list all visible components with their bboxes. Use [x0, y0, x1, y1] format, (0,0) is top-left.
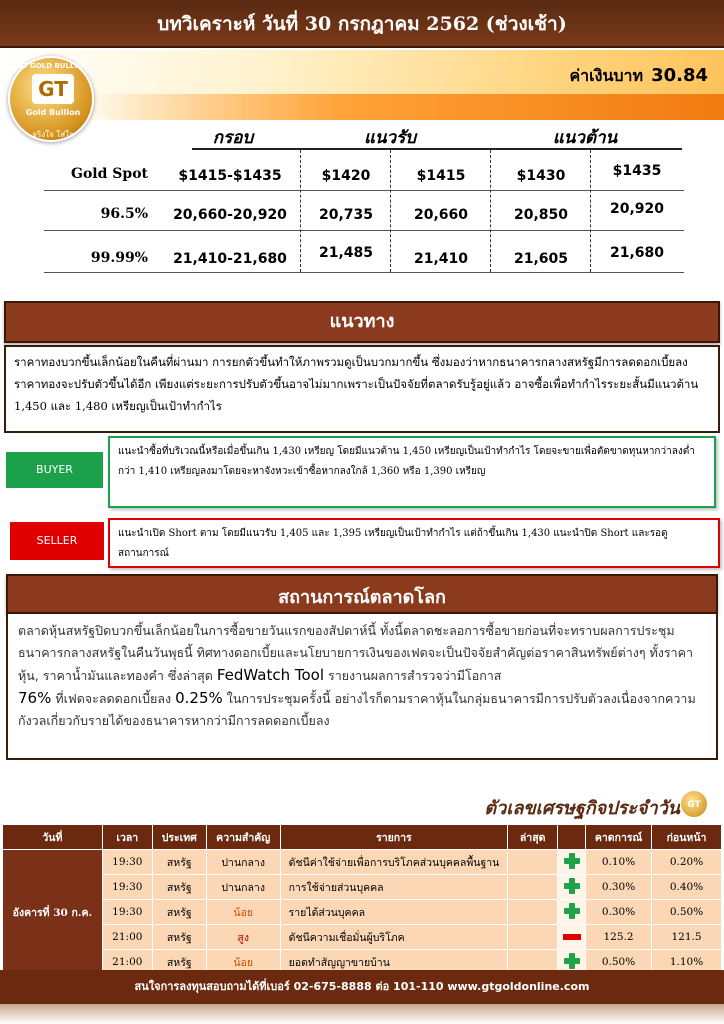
header-swoosh	[90, 94, 724, 120]
th-signal	[558, 825, 586, 850]
logo-motto: จริงใจ ใส่ใจ	[32, 130, 74, 139]
econ-previous: 121.5	[652, 925, 722, 950]
econ-time: 19:30	[102, 900, 152, 925]
econ-latest	[508, 875, 558, 900]
world-p2: รายงานผลการสำรวจว่ามีโอกาส	[327, 668, 502, 683]
row-label-gold-spot: Gold Spot	[71, 166, 148, 182]
econ-country: สหรัฐ	[152, 950, 206, 975]
th-time: เวลา	[102, 825, 152, 850]
world-pct-025: 0.25%	[175, 689, 223, 707]
econ-previous: 0.40%	[652, 875, 722, 900]
econ-time: 21:00	[102, 950, 152, 975]
econ-forecast: 0.50%	[586, 950, 652, 975]
world-fedwatch: FedWatch Tool	[216, 666, 324, 684]
signal-cell	[558, 900, 586, 925]
econ-name: ดัชนีความเชื่อมั่นผู้บริโภค	[280, 925, 508, 950]
row-label-99-99: 99.99%	[90, 250, 148, 266]
econ-importance: ปานกลาง	[206, 850, 280, 875]
resistance-2: $1435	[612, 163, 662, 179]
econ-day: อังคารที่ 30 ก.ค.	[3, 850, 103, 975]
econ-latest	[508, 850, 558, 875]
col-range: กรอบ	[212, 128, 254, 148]
logo-subtitle: Gold Bullion	[25, 108, 81, 117]
minus-icon	[563, 934, 581, 940]
table-row	[3, 900, 722, 925]
guide-title: แนวทาง	[4, 301, 720, 343]
plus-icon	[564, 903, 580, 919]
table-divider	[590, 150, 591, 272]
resistance-1: $1430	[516, 168, 566, 184]
econ-time: 21:00	[102, 925, 152, 950]
world-title: สถานการณ์ตลาดโลก	[6, 574, 718, 614]
support-2: 20,660	[413, 207, 469, 223]
econ-previous: 1.10%	[652, 950, 722, 975]
econ-name: ดัชนีค่าใช้จ่ายเพื่อการบริโภคส่วนบุคคลพื้นฐาน	[280, 850, 508, 875]
table-rule	[44, 190, 684, 191]
econ-country: สหรัฐ	[152, 900, 206, 925]
econ-title: ตัวเลขเศรษฐกิจประจำวัน	[484, 798, 680, 819]
logo-mark: GT	[32, 74, 74, 104]
price-range: 20,660-20,920	[173, 207, 287, 223]
table-rule-top	[192, 148, 682, 150]
row-label-96-5: 96.5%	[100, 206, 148, 222]
table-divider	[490, 150, 491, 272]
seller-tag: SELLER	[10, 522, 104, 560]
econ-time: 19:30	[102, 850, 152, 875]
col-resistance: แนวต้าน	[552, 128, 618, 148]
th-importance: ความสำคัญ	[206, 825, 280, 850]
econ-name: ยอดทำสัญญาขายบ้าน	[280, 950, 508, 975]
table-rule	[44, 272, 684, 273]
resistance-1: 20,850	[513, 207, 569, 223]
econ-latest	[508, 925, 558, 950]
support-1: 20,735	[318, 207, 374, 223]
seller-text: แนะนำเปิด Short ตาม โดยมีแนวรับ 1,405 และ 1,395 เหรียญเป็นเป้าทำกำไร แต่ถ้าขึ้นเกิน 1,430 แนะนำปิด Short และรอดูสถานการณ์	[108, 518, 720, 568]
fx-value: 30.84	[651, 65, 708, 86]
world-p3: ที่เฟดจะลดดอกเบี้ยลง	[55, 691, 172, 706]
econ-name: การใช้จ่ายส่วนบุคคล	[280, 875, 508, 900]
econ-forecast: 125.2	[586, 925, 652, 950]
th-latest: ล่าสุด	[508, 825, 558, 850]
econ-latest	[508, 900, 558, 925]
resistance-2: 20,920	[609, 201, 665, 217]
buyer-text: แนะนำซื้อที่บริเวณนี้หรือเมื่อขึ้นเกิน 1,430 เหรียญ โดยมีแนวต้าน 1,450 เหรียญเป็นเป้าทำกำไร โดยจะขายเพื่อตัดขาดทุนหากว่าลงต่ำกว่า 1,410 เหรียญลงมาโดยจะหาจังหวะเข้าซื้อหากลงใกล้ 1,360 หรือ 1,390 เหรียญ	[108, 436, 716, 508]
table-row	[3, 850, 722, 875]
resistance-2: 21,680	[609, 245, 665, 261]
resistance-1: 21,605	[513, 251, 569, 267]
table-rule	[44, 230, 684, 231]
plus-icon	[564, 878, 580, 894]
signal-cell	[558, 875, 586, 900]
econ-previous: 0.50%	[652, 900, 722, 925]
table-divider	[300, 150, 301, 272]
footer-shadow	[0, 1004, 724, 1024]
plus-icon	[564, 953, 580, 969]
econ-forecast: 0.30%	[586, 900, 652, 925]
table-divider	[390, 150, 391, 272]
econ-name: รายได้ส่วนบุคคล	[280, 900, 508, 925]
col-support: แนวรับ	[363, 128, 417, 148]
world-p1: ตลาดหุ้นสหรัฐปิดบวกขึ้นเล็กน้อยในการซื้อขายวันแรกของสัปดาห์นี้ ทั้งนี้ตลาดชะลอการซื้อขายก่อนที่จะทราบผลการประชุมธนาคารกลางสหรัฐในคืนวันพุธนี้ ทิศทางดอกเบี้ยและนโยบายการเงินของเฟดจะเป็นปัจจัยสำคัญต่อราคาสินทรัพย์ต่างๆ ทั้งราคาหุ้น, ราคาน้ำมันและทองคำ ซึ่งล่าสุด	[18, 623, 693, 683]
econ-time: 19:30	[102, 875, 152, 900]
signal-cell	[558, 925, 586, 950]
econ-importance: สูง	[206, 925, 280, 950]
table-row	[3, 875, 722, 900]
price-range: 21,410-21,680	[173, 251, 287, 267]
econ-country: สหรัฐ	[152, 875, 206, 900]
econ-table	[2, 824, 722, 975]
econ-forecast: 0.10%	[586, 850, 652, 875]
logo-ring-text: GT GOLD BULLION	[17, 62, 89, 70]
buyer-tag: BUYER	[6, 452, 103, 488]
signal-cell	[558, 850, 586, 875]
world-pct-76: 76%	[18, 689, 52, 707]
econ-forecast: 0.30%	[586, 875, 652, 900]
fx-label: ค่าเงินบาท	[569, 66, 644, 85]
guide-text: ราคาทองบวกขึ้นเล็กน้อยในคืนที่ผ่านมา การยกตัวขึ้นทำให้ภาพรวมดูเป็นบวกมากขึ้น ซึ่งมองว่าหากธนาคารกลางสหรัฐมีการลดดอกเบี้ยลงราคาทองจะปรับตัวขึ้นได้อีก เพียงแต่ระยะการปรับตัวขึ้นอาจไม่มากเพราะเป็นปัจจัยที่ตลาดรับรู้อยู่แล้ว อาจซื้อเพื่อทำกำไรระยะสั้นมีแนวต้าน 1,450 และ 1,480 เหรียญเป็นเป้าทำกำไร	[4, 345, 720, 433]
econ-importance: น้อย	[206, 900, 280, 925]
footer-contact: สนใจการลงทุนสอบถามได้ที่เบอร์ 02-675-8888 ต่อ 101-110 www.gtgoldonline.com	[0, 970, 724, 1004]
th-previous: ก่อนหน้า	[652, 825, 722, 850]
page-title: บทวิเคราะห์ วันที่ 30 กรกฎาคม 2562 (ช่วงเช้า)	[0, 0, 724, 48]
econ-importance: น้อย	[206, 950, 280, 975]
econ-importance: ปานกลาง	[206, 875, 280, 900]
gt-logo	[8, 56, 94, 142]
support-1: 21,485	[318, 245, 374, 261]
plus-icon	[564, 853, 580, 869]
table-row	[3, 925, 722, 950]
support-1: $1420	[321, 168, 371, 184]
world-text	[6, 614, 718, 760]
fx-rate	[569, 64, 708, 89]
support-2: 21,410	[413, 251, 469, 267]
th-item: รายการ	[280, 825, 508, 850]
econ-country: สหรัฐ	[152, 850, 206, 875]
econ-badge: GT	[680, 790, 708, 818]
price-range: $1415-$1435	[178, 168, 282, 184]
th-date: วันที่	[3, 825, 103, 850]
support-2: $1415	[416, 168, 466, 184]
th-country: ประเทศ	[152, 825, 206, 850]
econ-previous: 0.20%	[652, 850, 722, 875]
th-forecast: คาดการณ์	[586, 825, 652, 850]
world-p4: ในการประชุมครั้งนี้ อย่างไรก็ตามราคาหุ้นในกลุ่มธนาคารมีการปรับตัวลงเนื่องจากความกังวลเกี่ยวกับรายได้ของธนาคารหากว่ามีการลดดอกเบี้ยลง	[18, 691, 696, 728]
econ-country: สหรัฐ	[152, 925, 206, 950]
